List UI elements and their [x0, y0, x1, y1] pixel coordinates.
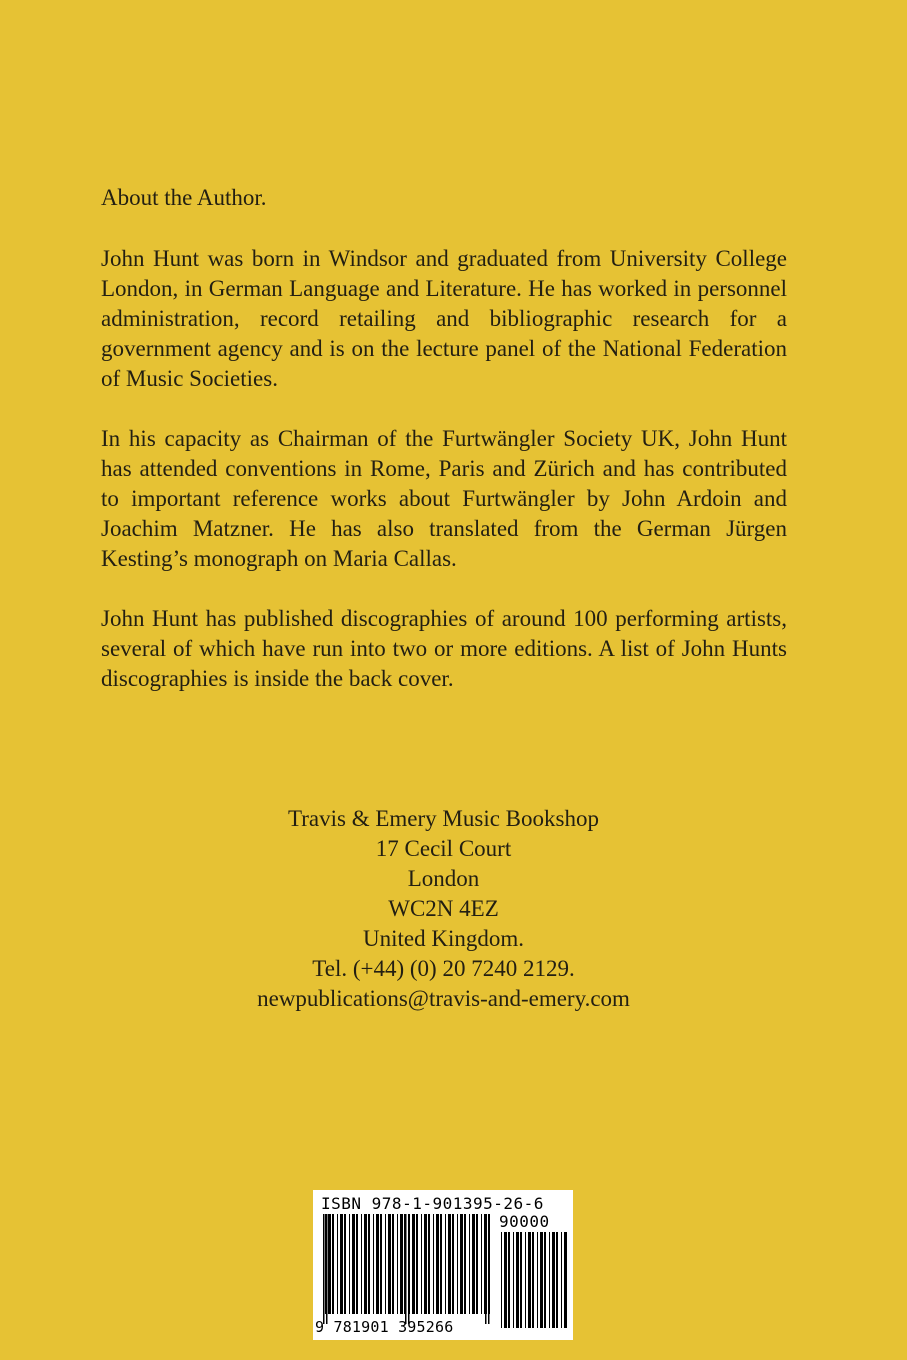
about-heading: About the Author. [101, 185, 267, 210]
isbn-label: ISBN 978-1-901395-26-6 [321, 1194, 544, 1213]
about-the-author-section [101, 183, 787, 724]
publisher-phone: Tel. (+44) (0) 20 7240 2129. [312, 956, 575, 981]
bio-paragraph-discographies: John Hunt has published discographies of around 100 performing artists, several of which have run into two or more editions. A list of John Hunts discographies is inside the back cover. [101, 606, 787, 691]
price-code-label: 90000 [499, 1212, 550, 1231]
publisher-name: Travis & Emery Music Bookshop [288, 806, 599, 831]
ean-digits-label: 9 781901 395266 [315, 1318, 454, 1336]
publisher-city: London [407, 866, 480, 891]
bio-paragraph-furtwangler: In his capacity as Chairman of the Furtwängler Society UK, John Hunt has attended conventions in Rome, Paris and Zürich and has contributed to important reference works about Furtwängler by John Ardoin and Joachim Matzner. He has also translated from the German Jürgen Kesting’s monograph on Maria Callas. [101, 426, 787, 571]
bio-paragraph-education: John Hunt was born in Windsor and graduated from University College London, in German Language and Literature. He has worked in personnel administration, record retailing and bibliographic research for a government agency and is on the lecture panel of the National Federation of Music Societies. [101, 246, 787, 391]
publisher-address-block [190, 804, 697, 1014]
isbn-barcode [313, 1190, 573, 1340]
publisher-country: United Kingdom. [363, 926, 524, 951]
publisher-street: 17 Cecil Court [375, 836, 512, 861]
publisher-email: newpublications@travis-and-emery.com [257, 986, 630, 1011]
publisher-postcode: WC2N 4EZ [388, 896, 499, 921]
